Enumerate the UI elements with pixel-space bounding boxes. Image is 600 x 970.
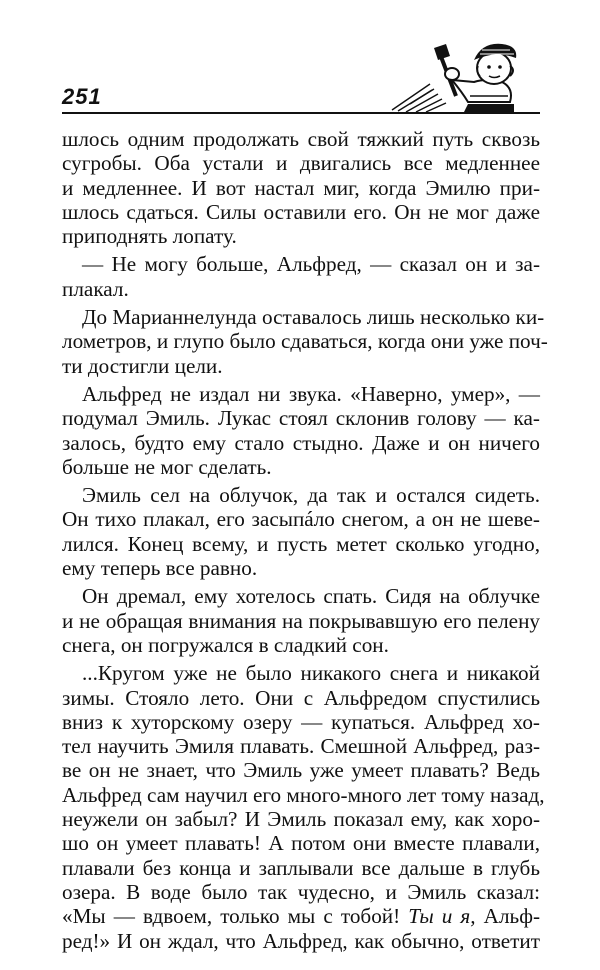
paragraph: [62, 661, 545, 953]
text-line: вниз к хуторскому озеру — купаться. Альфред хо-: [62, 709, 540, 734]
text-line: Альфред сам научил его много-много лет тому назад,: [62, 782, 545, 807]
text-line: снега, он погружался в сладкий сон.: [62, 632, 389, 657]
page-number: 251: [62, 84, 102, 109]
text-line: ...Кругом уже не было никакого снега и никакой: [82, 661, 540, 686]
text-line: неужели он забыл? И Эмиль показал ему, как хоро-: [62, 807, 540, 832]
paragraph: [62, 252, 540, 301]
text-line: ред!» И он ждал, что Альфред, как обычно, ответит: [62, 928, 540, 953]
text-line: зимы. Стояло лето. Они с Альфредом спустились: [62, 685, 540, 710]
text-line: ему теперь все равно.: [62, 556, 258, 581]
text-line: До Марианнелунда оставалось лишь несколько ки-: [82, 305, 545, 330]
text-fragment: Альф-: [475, 904, 541, 929]
text-line: плавали без конца и заплывали все дальше в глубь: [62, 855, 540, 880]
text-line: шо он умеет плавать! А потом они вместе плавали,: [62, 831, 540, 856]
text-line: залось, будто ему стало стыдно. Даже и он ничего: [62, 430, 540, 455]
text-line: Эмиль сел на облучок, да так и остался сидеть.: [82, 483, 540, 508]
text-line: сугробы. Оба устали и двигались все медленнее: [62, 151, 540, 176]
text-line: ти достигли цели.: [62, 353, 223, 378]
text-line: Он дремал, ему хотелось спать. Сидя на облучке: [82, 584, 540, 609]
text-line: Альфред не издал ни звука. «Наверно, умер», —: [82, 381, 540, 406]
text-line: и не обращая внимания на покрывавшую его пелену: [62, 608, 540, 633]
paragraph: [62, 483, 540, 580]
text-line: и медленнее. И вот настал миг, когда Эмилю при-: [62, 175, 540, 200]
text-fragment: «Мы — вдвоем, только мы с тобой!: [62, 904, 409, 929]
text-line: — Не могу больше, Альфред, — сказал он и за-: [82, 252, 540, 277]
text-line: тел научить Эмиля плавать. Смешной Альфред, раз-: [62, 734, 540, 759]
text-line: ве он не знает, что Эмиль уже умеет плавать? Ведь: [62, 758, 540, 783]
text-line: приподнять лопату.: [62, 224, 237, 249]
boy-with-shovel-icon: [390, 40, 540, 114]
text-line: шлось одним продолжать свой тяжкий путь сквозь: [62, 127, 540, 151]
text-line: Он тихо плакал, его засыпáло снегом, а он не шеве-: [62, 507, 540, 532]
paragraph: [62, 584, 540, 657]
text-line: лометров, и глупо было сдаваться, когда они уже поч-: [62, 329, 548, 354]
body-text: [62, 127, 548, 953]
text-line: подумал Эмиль. Лукас стоял склонив голову — ка-: [62, 406, 540, 431]
text-line: лился. Конец всему, и пусть метет сколько угодно,: [62, 531, 540, 556]
text-line: плакал.: [62, 276, 129, 301]
text-line: шлось сдаться. Силы оставили его. Он не мог даже: [62, 199, 540, 224]
text-line: озера. В воде было так чудесно, и Эмиль сказал:: [62, 879, 540, 904]
text-line: [62, 904, 540, 928]
italic-text: Ты и я,: [408, 904, 476, 929]
page-header: [62, 40, 540, 118]
paragraph: [62, 127, 540, 248]
paragraph: [62, 382, 540, 479]
text-line: больше не мог сделать.: [62, 454, 272, 479]
paragraph: [62, 305, 548, 378]
